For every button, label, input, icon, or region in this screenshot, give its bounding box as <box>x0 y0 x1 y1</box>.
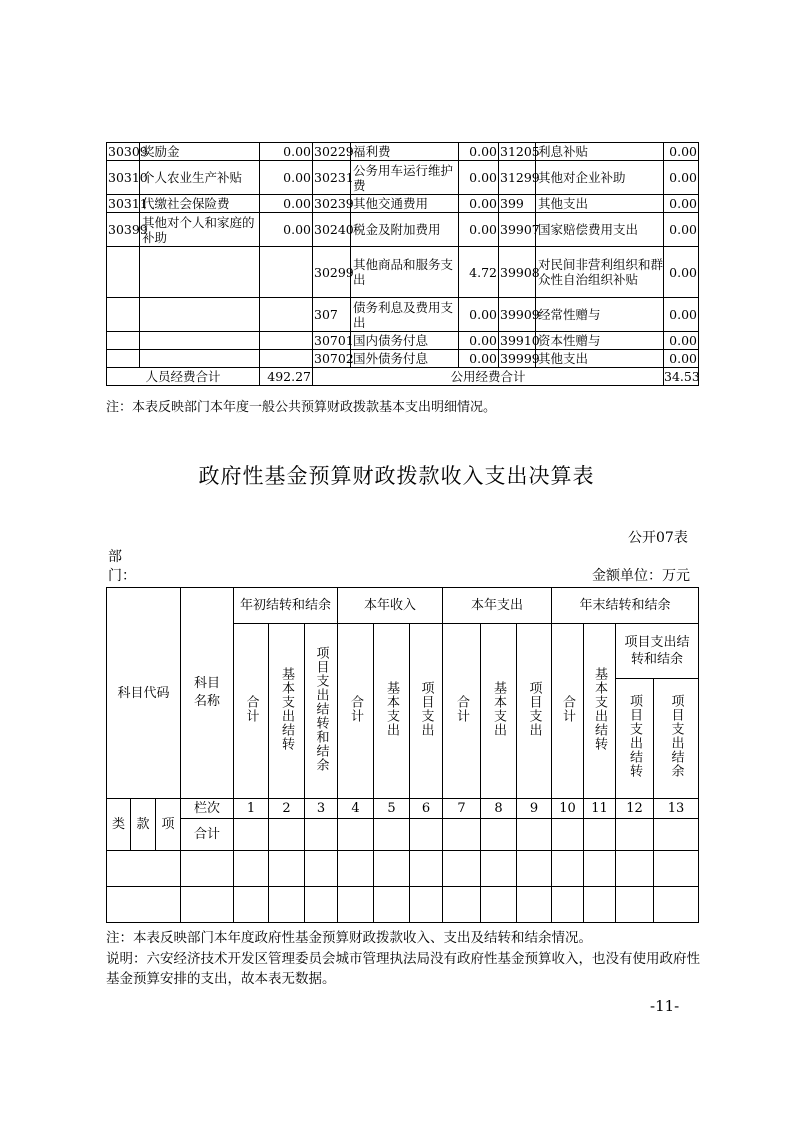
total-cell <box>616 819 654 851</box>
cell-name: 利息补贴 <box>536 143 664 161</box>
cell-name: 公务用车运行维护费 <box>351 161 459 195</box>
empty-cell <box>616 851 654 887</box>
header-kuan: 款 <box>131 799 156 851</box>
empty-cell <box>181 887 234 923</box>
empty-cell <box>616 887 654 923</box>
page-number: -11- <box>650 997 680 1015</box>
cell-amount: 0.00 <box>260 143 313 161</box>
empty-cell <box>234 887 269 923</box>
column-number: 1 <box>234 799 269 819</box>
cell-amount <box>260 298 313 332</box>
fund-table-note: 注：本表反映部门本年度政府性基金预算财政拨款收入、支出及结转和结余情况。 <box>106 930 592 946</box>
cell-amount: 0.00 <box>664 195 699 213</box>
header-income-project: 项目支出 <box>410 624 443 799</box>
empty-cell <box>374 887 410 923</box>
header-expense-project: 项目支出 <box>517 624 552 799</box>
cell-amount <box>260 350 313 368</box>
total-cell <box>234 819 269 851</box>
column-number: 7 <box>443 799 481 819</box>
header-begin-total: 合计 <box>234 624 269 799</box>
empty-cell <box>517 887 552 923</box>
empty-cell <box>552 887 584 923</box>
column-number: 12 <box>616 799 654 819</box>
cell-code <box>107 247 140 298</box>
cell-name: 其他支出 <box>536 195 664 213</box>
empty-cell <box>481 887 517 923</box>
detail-row <box>107 195 699 213</box>
total-cell <box>374 819 410 851</box>
cell-code: 30399 <box>107 213 140 247</box>
column-number: 8 <box>481 799 517 819</box>
cell-code: 30229 <box>314 144 354 159</box>
cell-code: 31299 <box>499 161 536 195</box>
cell-name: 国家赔偿费用支出 <box>536 213 664 247</box>
government-fund-table <box>106 587 699 923</box>
cell-amount: 0.00 <box>664 332 699 350</box>
cell-name: 国内债务付息 <box>351 332 459 350</box>
cell-code: 399 <box>499 195 536 213</box>
cell-code <box>107 350 140 368</box>
cell-code: 31205 <box>500 144 540 159</box>
empty-cell <box>584 887 616 923</box>
cell-name: 其他交通费用 <box>351 195 459 213</box>
empty-cell <box>181 851 234 887</box>
empty-cell <box>338 851 374 887</box>
header-end-project-surplus: 项目支出结余 <box>654 679 699 799</box>
cell-amount: 0.00 <box>459 161 499 195</box>
header-lanci: 栏次 <box>181 799 234 819</box>
cell-amount: 0.00 <box>664 350 699 368</box>
empty-cell <box>552 851 584 887</box>
cell-name: 个人农业生产补贴 <box>140 161 260 195</box>
column-number: 11 <box>584 799 616 819</box>
column-number: 4 <box>338 799 374 819</box>
column-number: 6 <box>410 799 443 819</box>
cell-amount: 0.00 <box>459 298 499 332</box>
empty-cell <box>269 887 305 923</box>
detail-row <box>107 247 699 298</box>
header-expense-basic: 基本支出 <box>481 624 517 799</box>
empty-row <box>107 851 699 887</box>
total-cell <box>443 819 481 851</box>
totals-row <box>107 368 699 386</box>
cell-name: 其他对企业补助 <box>536 161 664 195</box>
cell-code: 39909 <box>499 298 536 332</box>
column-number: 9 <box>517 799 552 819</box>
cell-amount <box>260 247 313 298</box>
detail-row <box>107 143 699 161</box>
header-end-basic-carry: 基本支出结转 <box>584 624 616 799</box>
cell-amount: 0.00 <box>260 195 313 213</box>
cell-name <box>140 332 260 350</box>
detail-row <box>107 161 699 195</box>
header-begin-balance: 年初结转和结余 <box>234 588 338 624</box>
cell-name: 代缴社会保险费 <box>140 195 260 213</box>
cell-amount: 4.72 <box>459 247 499 298</box>
cell-code <box>107 332 140 350</box>
header-subject-code: 科目代码 <box>107 588 181 799</box>
cell-amount: 0.00 <box>459 213 499 247</box>
cell-amount: 0.00 <box>260 213 313 247</box>
total-cell <box>338 819 374 851</box>
empty-cell <box>654 887 699 923</box>
cell-amount: 0.00 <box>664 298 699 332</box>
cell-code: 30240 <box>313 213 351 247</box>
column-number: 10 <box>552 799 584 819</box>
header-begin-project-carry: 项目支出结转和结余 <box>305 624 338 799</box>
total-cell <box>269 819 305 851</box>
empty-cell <box>374 851 410 887</box>
personnel-total-value: 492.27 <box>260 368 313 386</box>
cell-name: 其他商品和服务支出 <box>351 247 459 298</box>
empty-cell <box>338 887 374 923</box>
cell-code: 30309 <box>108 144 148 159</box>
cell-amount: 0.00 <box>459 143 499 161</box>
cell-name <box>140 247 260 298</box>
empty-cell <box>410 851 443 887</box>
cell-code: 30239 <box>314 196 354 211</box>
table-number: 公开07表 <box>628 530 688 546</box>
cell-code: 39907 <box>499 213 536 247</box>
header-end-project: 项目支出结转和结余 <box>616 624 699 679</box>
cell-name: 国外债务付息 <box>351 350 459 368</box>
column-number: 5 <box>374 799 410 819</box>
cell-amount <box>260 332 313 350</box>
header-end-balance: 年末结转和结余 <box>552 588 699 624</box>
empty-code-cell <box>107 887 181 923</box>
cell-code: 30311 <box>108 196 148 211</box>
empty-cell <box>269 851 305 887</box>
cell-code: 30701 <box>314 333 354 348</box>
total-cell <box>305 819 338 851</box>
cell-code: 39910 <box>500 333 540 348</box>
cell-name: 其他支出 <box>536 350 664 368</box>
cell-name: 债务利息及费用支出 <box>351 298 459 332</box>
detail-row <box>107 332 699 350</box>
empty-cell <box>234 851 269 887</box>
total-cell <box>654 819 699 851</box>
empty-cell <box>517 851 552 887</box>
cell-code <box>107 298 140 332</box>
cell-amount: 0.00 <box>664 161 699 195</box>
total-cell <box>552 819 584 851</box>
total-cell <box>481 819 517 851</box>
cell-code: 30702 <box>314 351 354 366</box>
empty-cell <box>443 851 481 887</box>
detail-table-note: 注：本表反映部门本年度一般公共预算财政拨款基本支出明细情况。 <box>106 400 497 415</box>
cell-name: 税金及附加费用 <box>351 213 459 247</box>
cell-code: 30231 <box>313 161 351 195</box>
cell-code: 39999 <box>500 351 540 366</box>
cell-name: 奖励金 <box>140 143 260 161</box>
header-current-expense: 本年支出 <box>443 588 552 624</box>
total-row-label: 合计 <box>181 819 234 851</box>
header-end-total: 合计 <box>552 624 584 799</box>
header-begin-basic-carry: 基本支出结转 <box>269 624 305 799</box>
unit-label: 金额单位：万元 <box>592 568 690 584</box>
empty-cell <box>584 851 616 887</box>
empty-cell <box>305 851 338 887</box>
header-subject-name: 科目名称 <box>181 588 234 799</box>
cell-code: 307 <box>313 298 351 332</box>
detail-row <box>107 213 699 247</box>
cell-code: 30310 <box>107 161 140 195</box>
cell-name <box>140 298 260 332</box>
cell-name: 其他对个人和家庭的补助 <box>140 213 260 247</box>
header-current-income: 本年收入 <box>338 588 443 624</box>
cell-code: 39908 <box>499 247 536 298</box>
total-cell <box>517 819 552 851</box>
header-income-total: 合计 <box>338 624 374 799</box>
total-cell <box>584 819 616 851</box>
detail-row <box>107 350 699 368</box>
cell-name <box>140 350 260 368</box>
department-label-2: 门： <box>108 568 136 584</box>
personnel-total-label: 人员经费合计 <box>107 368 260 386</box>
header-xiang: 项 <box>156 799 181 851</box>
empty-code-cell <box>107 851 181 887</box>
cell-name: 福利费 <box>351 143 459 161</box>
empty-cell <box>481 851 517 887</box>
column-number: 13 <box>654 799 699 819</box>
header-lei: 类 <box>107 799 131 851</box>
public-total-value: 34.53 <box>664 369 700 384</box>
cell-amount: 0.00 <box>664 247 699 298</box>
cell-amount: 0.00 <box>459 195 499 213</box>
empty-cell <box>443 887 481 923</box>
detail-row <box>107 298 699 332</box>
empty-cell <box>305 887 338 923</box>
department-label: 部 <box>108 549 122 565</box>
cell-name: 资本性赠与 <box>536 332 664 350</box>
empty-cell <box>654 851 699 887</box>
column-number: 2 <box>269 799 305 819</box>
cell-name: 经常性赠与 <box>536 298 664 332</box>
fund-table-explanation: 说明：六安经济技术开发区管理委员会城市管理执法局没有政府性基金预算收入，也没有使用政府性基金预算安排的支出，故本表无数据。 <box>106 951 700 987</box>
page-title: 政府性基金预算财政拨款收入支出决算表 <box>198 464 595 488</box>
total-cell <box>410 819 443 851</box>
cell-amount: 0.00 <box>260 161 313 195</box>
cell-name: 对民间非营利组织和群众性自治组织补贴 <box>536 247 664 298</box>
column-number: 3 <box>305 799 338 819</box>
cell-amount: 0.00 <box>664 143 699 161</box>
header-expense-total: 合计 <box>443 624 481 799</box>
cell-amount: 0.00 <box>459 350 499 368</box>
public-total-label: 公用经费合计 <box>313 368 664 386</box>
empty-cell <box>410 887 443 923</box>
cell-amount: 0.00 <box>459 332 499 350</box>
header-income-basic: 基本支出 <box>374 624 410 799</box>
header-end-project-carry: 项目支出结转 <box>616 679 654 799</box>
cell-amount: 0.00 <box>664 213 699 247</box>
empty-row <box>107 887 699 923</box>
cell-code: 30299 <box>313 247 351 298</box>
basic-expenditure-detail-table <box>106 142 699 386</box>
